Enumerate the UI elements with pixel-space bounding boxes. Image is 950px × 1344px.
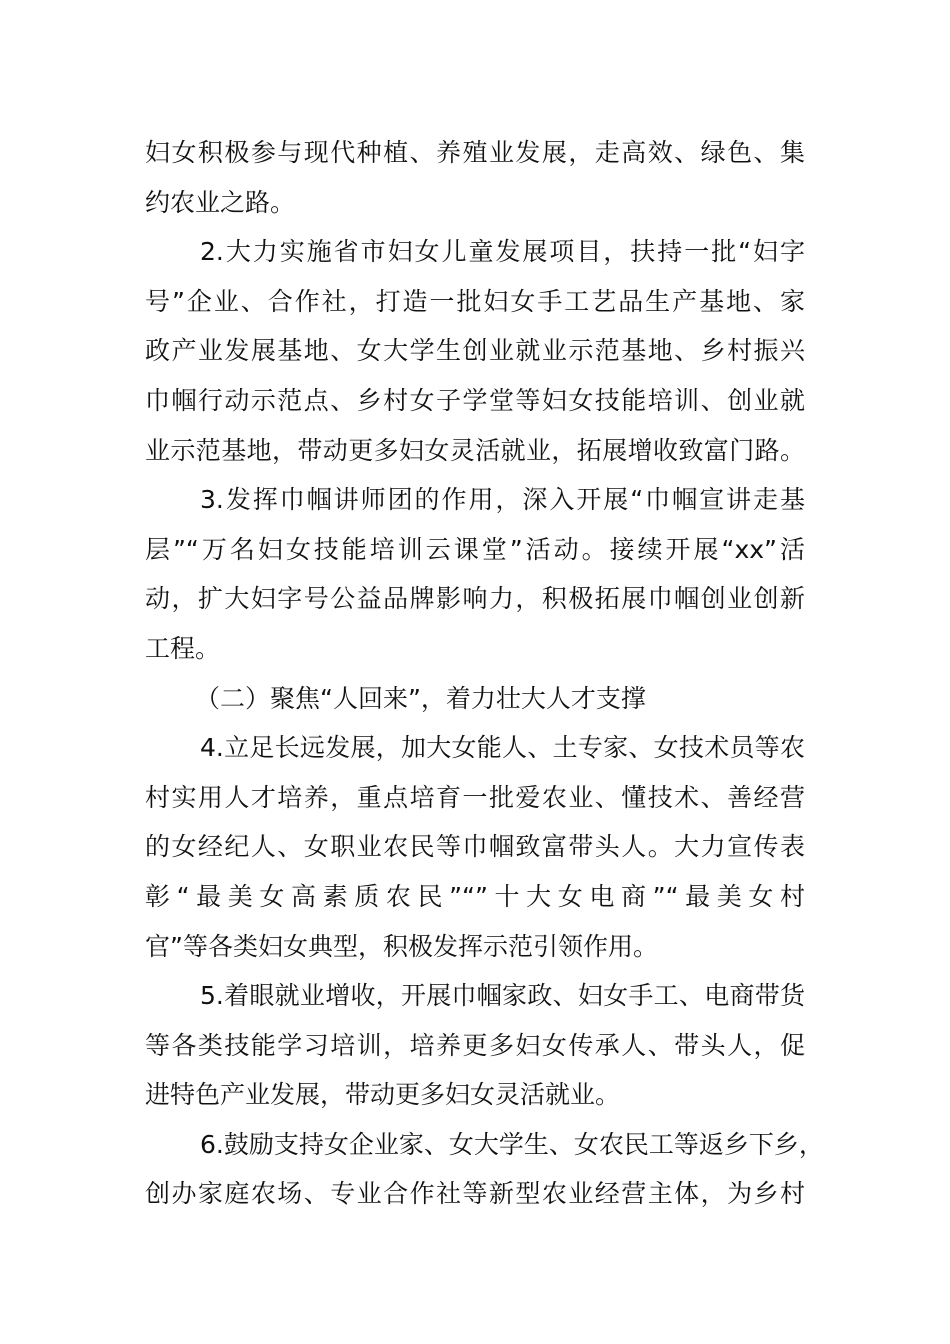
text-line: 巾帼行动示范点、乡村女子学堂等妇女技能培训、创业就 [145,385,805,415]
text-line: 工程。 [145,633,221,663]
text-line: 层”“万名妇女技能培训云课堂”活动。接续开展“xx”活 [145,534,805,564]
text-line: 业示范基地，带动更多妇女灵活就业，拓展增收致富门路。 [145,435,805,465]
text-line: 2.大力实施省市妇女儿童发展项目，扶持一批“妇字 [200,237,805,267]
text-line: 的女经纪人、女职业农民等巾帼致富带头人。大力宣传表 [145,832,805,862]
text-line: 约农业之路。 [145,187,296,217]
text-line: 等各类技能学习培训，培养更多妇女传承人、带头人，促 [145,1030,805,1060]
text-line: 5.着眼就业增收，开展巾帼家政、妇女手工、电商带货 [200,981,805,1011]
text-line: 4.立足长远发展，加大女能人、土专家、女技术员等农 [200,733,805,763]
document-body [145,128,824,1219]
text-line: 官”等各类妇女典型，积极发挥示范引领作用。 [145,931,658,961]
section-heading: （二）聚焦“人回来”，着力壮大人才支撑 [195,683,646,713]
text-line: 彰“最美女高素质农民”“”十大女电商”“最美女村 [145,881,805,911]
text-line: 村实用人才培养，重点培育一批爱农业、懂技术、善经营 [145,782,805,812]
text-line: 妇女积极参与现代种植、养殖业发展，走高效、绿色、集 [145,138,805,167]
text-line: 动，扩大妇字号公益品牌影响力，积极拓展巾帼创业创新 [145,584,805,614]
text-line: 进特色产业发展，带动更多妇女灵活就业。 [145,1080,621,1110]
text-line: 6.鼓励支持女企业家、女大学生、女农民工等返乡下乡， [200,1129,824,1159]
text-line: 政产业发展基地、女大学生创业就业示范基地、乡村振兴 [145,336,805,366]
text-line: 3.发挥巾帼讲师团的作用，深入开展“巾帼宣讲走基 [200,485,805,515]
text-line: 创办家庭农场、专业合作社等新型农业经营主体，为乡村 [145,1179,805,1209]
text-line: 号”企业、合作社，打造一批妇女手工艺品生产基地、家 [145,286,805,316]
